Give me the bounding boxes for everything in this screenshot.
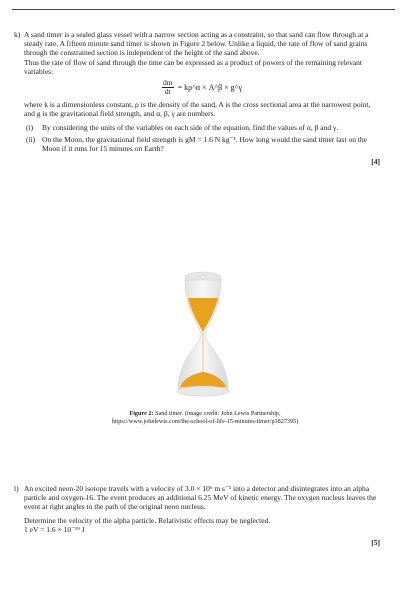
part-i (24, 123, 380, 132)
timer-base (177, 386, 229, 396)
question-k-marks: [4] (371, 157, 380, 167)
sand-timer-figure (148, 270, 258, 400)
question-l (14, 484, 380, 547)
timer-cap-knob (201, 275, 205, 279)
part-i-label: (i) (26, 123, 34, 133)
figure-caption (60, 410, 350, 425)
part-i-text: By considering the units of the variables on each side of the equation, find the values of α, β and γ. (42, 123, 339, 133)
caption-url: https://www.johnlewis.com/the-school-of-life-15-minutes-timer/p3827395) (111, 417, 299, 425)
part-ii-text: On the Moon, the gravitational field strength is gM = 1.6 N kg⁻¹. How long would the sand timer last on the Moon if it runs for 15 minutes on Earth? (42, 134, 367, 153)
part-ii (24, 135, 380, 153)
question-k-where: where k is a dimensionless constant, ρ is the density of the sand, A is the cross sectional area at the narrowest point, and g is the gravitational field strength, and α, β, γ are numbers. (24, 100, 371, 119)
caption-text: Sand timer. (image credit: John Lewis Partnership, (155, 410, 281, 417)
formula-denominator: dt (164, 87, 171, 97)
formula-numerator: dm (163, 78, 173, 88)
question-l-conversion: 1 eV = 1.6 × 10⁻¹⁹ J (24, 524, 85, 534)
question-k-intro: A sand timer is a sealed glass vessel with a narrow section acting as a constraint, so that sand can flow through at a steady rate. A fifteen minute sand timer is shown in Figure 2 below. Unlike a liquid, the rate of flow of sand grains through the constrained section is independent of the height of the sand above. (24, 30, 369, 58)
question-l-marks: [5] (371, 538, 380, 548)
formula-rhs: = kρ^α × A^β × g^γ (177, 82, 242, 92)
question-k (14, 30, 380, 166)
formula-fraction (162, 79, 174, 96)
part-ii-label: (ii) (26, 134, 36, 144)
question-l-text: An excited neon-20 isotope travels with a velocity of 3.0 × 10⁶ m s⁻¹ into a detector and disintegrates into an alpha particle and oxygen-16. The event produces an additional 6.25 MeV of kinetic energy. The oxygen nucleus leaves the event at right angles to the path of the original neon nucleus. (24, 484, 377, 512)
sand-timer-image (148, 270, 258, 400)
flow-rate-formula (24, 79, 380, 96)
question-k-intro2: Thus the rate of flow of sand through the time can be expressed as a product of powers of the remaining relevant variables: (24, 57, 363, 76)
caption-title: Figure 2: (129, 410, 154, 417)
question-l-label: l) (14, 484, 19, 493)
question-l-task: Determine the velocity of the alpha particle. Relativistic effects may be neglected. (24, 515, 271, 525)
question-k-label: k) (14, 30, 21, 39)
top-rule (12, 9, 395, 10)
